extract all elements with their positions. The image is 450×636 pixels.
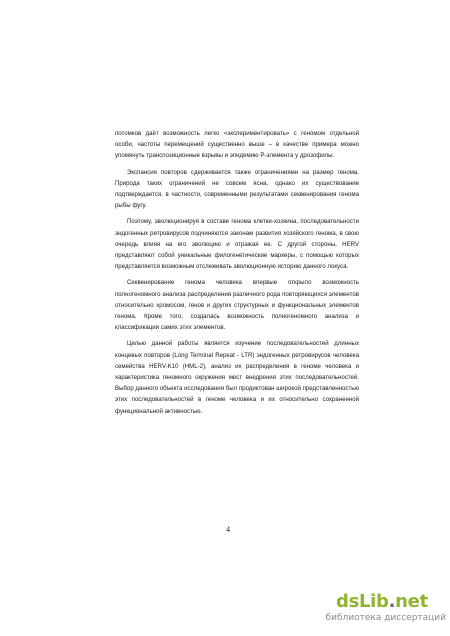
paragraph-continuation: потомков даёт возможность легко «экспериментировать» с геномом отдельной особи, частоты перемещений существенно выше – в качестве примера можно упомянуть транспозиционные взрывы и эпидемию P-элемента у дрозофилы. [115,130,359,160]
paragraph-repeat-expansion: Экспансия повторов сдерживается также ограничениями на размер генома. Природа таких ограничений не совсем ясна, однако их существование подтверждается, в частности, современными результатами секвенирования генома рыбы фугу. [115,168,359,210]
paragraph-sequencing: Секвенирование генома человека впервые открыло возможность полногеномного анализа распределения различного рода повторяющихся элементов относительно хромосом, генов и других структурных и функциональных элементов генома. Кроме того, создалась возможность полногеномного анализа и классификации самих этих элементов. [115,279,359,332]
logo-main-text: dsLib [336,591,389,612]
paragraph-aim: Целью данной работы является изучение последовательностей длинных концевых повторов (Long Terminal Repeat - LTR) эндогенных ретровирусов человека семейства HERV-K10 (HML-2), анализ их распределения в геноме человека и характеристика геномного окружения мест внедрения этих последовательностей. Выбор данного объекта исследования был продиктован широкой представленностью этих последовательностей в геноме человека и их относительно сохраненной функциональной активностью. [115,340,359,415]
body-text [115,128,359,422]
watermark-subtitle: библиотека диссертаций [325,613,446,623]
paragraph-evolution: Поэтому, эволюционируя в составе генома клетки-хозяина, последовательности эндогенных ретровирусов подчиняются законам развития хозяйского генома, в свою очередь влияя на его эволюцию и отражая ее. С другой стороны, HERV представляют собой уникальные филогенетические маркеры, с помощью которых представляется возможным отслеживать эволюционную историю данного локуса. [115,218,359,271]
logo-tld-text: net [395,591,428,612]
dslib-watermark [325,591,446,632]
dslib-logo [336,592,428,612]
page-number: 4 [226,525,230,534]
logo-dot: . [388,591,396,612]
